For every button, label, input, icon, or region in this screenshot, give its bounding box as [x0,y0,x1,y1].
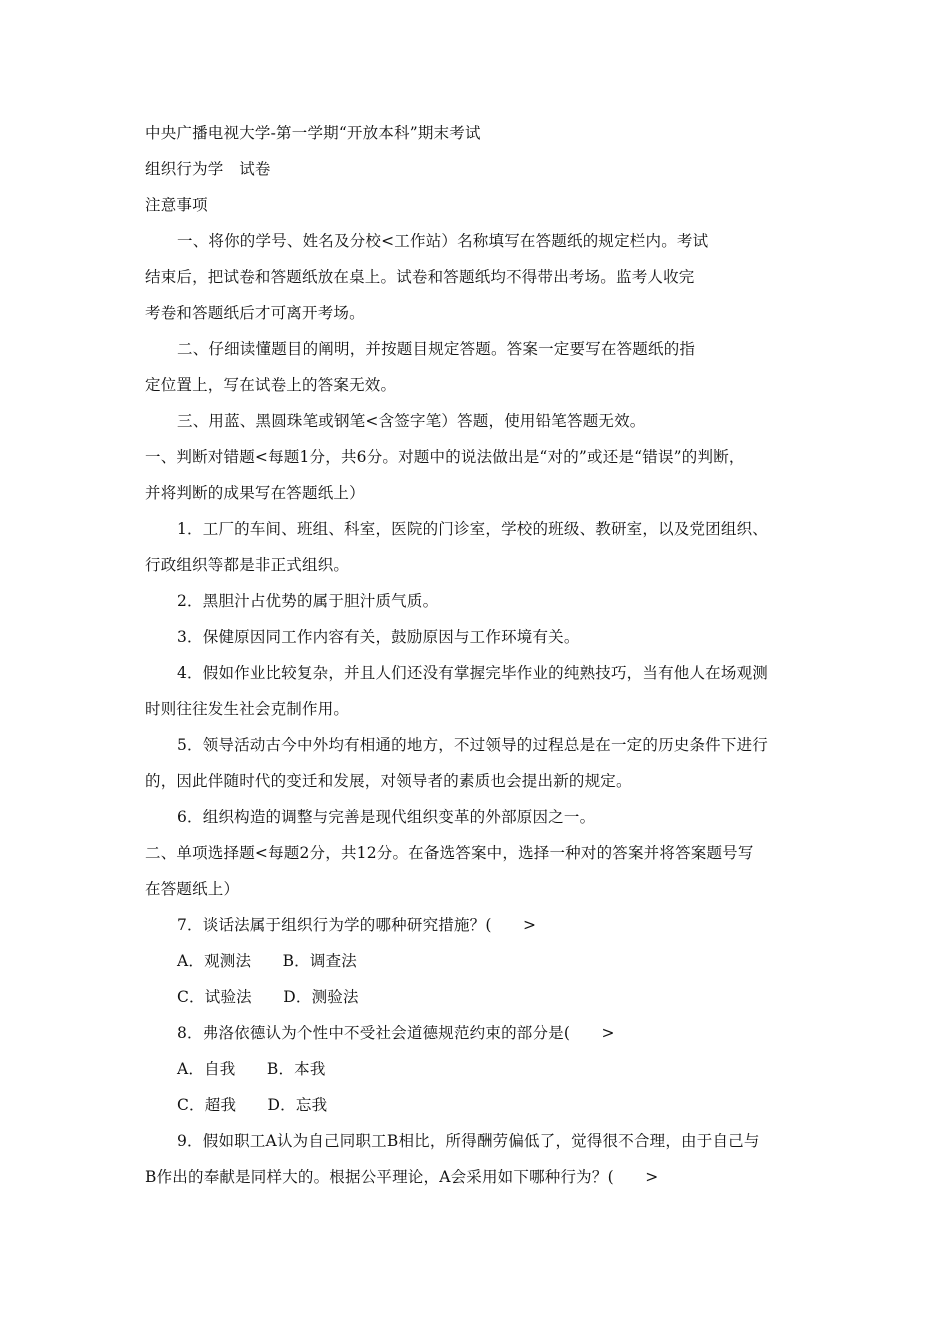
question-7-options-row-2: C．试验法 D．测验法 [177,988,359,1006]
question-5-line-1: 5．领导活动古今中外均有相通的地方，不过领导的过程总是在一定的历史条件下进行 [177,736,768,754]
notice-3-line-1: 三、用蓝、黑圆珠笔或钢笔<含签字笔）答题，使用铅笔答题无效。 [177,412,646,430]
question-1-line-2: 行政组织等都是非正式组织。 [145,556,350,574]
section-1-heading-line-2: 并将判断的成果写在答题纸上） [145,484,365,502]
section-2-heading-line-1: 二、单项选择题<每题2分，共12分。在备选答案中，选择一种对的答案并将答案题号写 [145,844,754,862]
question-7-stem: 7．谈话法属于组织行为学的哪种研究措施？( > [177,916,537,934]
question-9-stem-line-1: 9．假如职工A认为自己同职工B相比，所得酬劳偏低了，觉得很不合理，由于自己与 [177,1132,760,1150]
notice-1-line-1: 一、将你的学号、姓名及分校<工作站）名称填写在答题纸的规定栏内。考试 [177,232,709,250]
notice-heading: 注意事项 [145,196,208,214]
question-8-options-row-1: A．自我 B．本我 [177,1060,326,1078]
notice-2-line-2: 定位置上，写在试卷上的答案无效。 [145,376,397,394]
question-2-line-1: 2．黑胆汁占优势的属于胆汁质气质。 [177,592,439,610]
question-3-line-1: 3．保健原因同工作内容有关，鼓励原因与工作环境有关。 [177,628,580,646]
question-1-line-1: 1．工厂的车间、班组、科室，医院的门诊室，学校的班级、教研室，以及党团组织、 [177,520,768,538]
section-1-heading-line-1: 一、判断对错题<每题1分，共6分。对题中的说法做出是“对的”或还是“错误”的判断， [145,448,745,466]
question-7-options-row-1: A．观测法 B．调查法 [177,952,357,970]
notice-2-line-1: 二、仔细读懂题目的阐明，并按题目规定答题。答案一定要写在答题纸的指 [177,340,696,358]
exam-title: 中央广播电视大学-第一学期“开放本科”期末考试 [145,124,481,142]
question-4-line-1: 4．假如作业比较复杂，并且人们还没有掌握完毕作业的纯熟技巧，当有他人在场观测 [177,664,768,682]
question-5-line-2: 的，因此伴随时代的变迁和发展，对领导者的素质也会提出新的规定。 [145,772,632,790]
question-4-line-2: 时则往往发生社会克制作用。 [145,700,350,718]
question-9-stem-line-2: B作出的奉献是同样大的。根据公平理论，A会采用如下哪种行为？( > [145,1168,659,1186]
question-8-stem: 8．弗洛依德认为个性中不受社会道德规范约束的部分是( > [177,1024,615,1042]
question-8-options-row-2: C．超我 D．忘我 [177,1096,328,1114]
exam-subject: 组织行为学 试卷 [145,160,271,178]
section-2-heading-line-2: 在答题纸上） [145,880,240,898]
notice-1-line-3: 考卷和答题纸后才可离开考场。 [145,304,365,322]
question-6-line-1: 6．组织构造的调整与完善是现代组织变革的外部原因之一。 [177,808,596,826]
notice-1-line-2: 结束后，把试卷和答题纸放在桌上。试卷和答题纸均不得带出考场。监考人收完 [145,268,695,286]
